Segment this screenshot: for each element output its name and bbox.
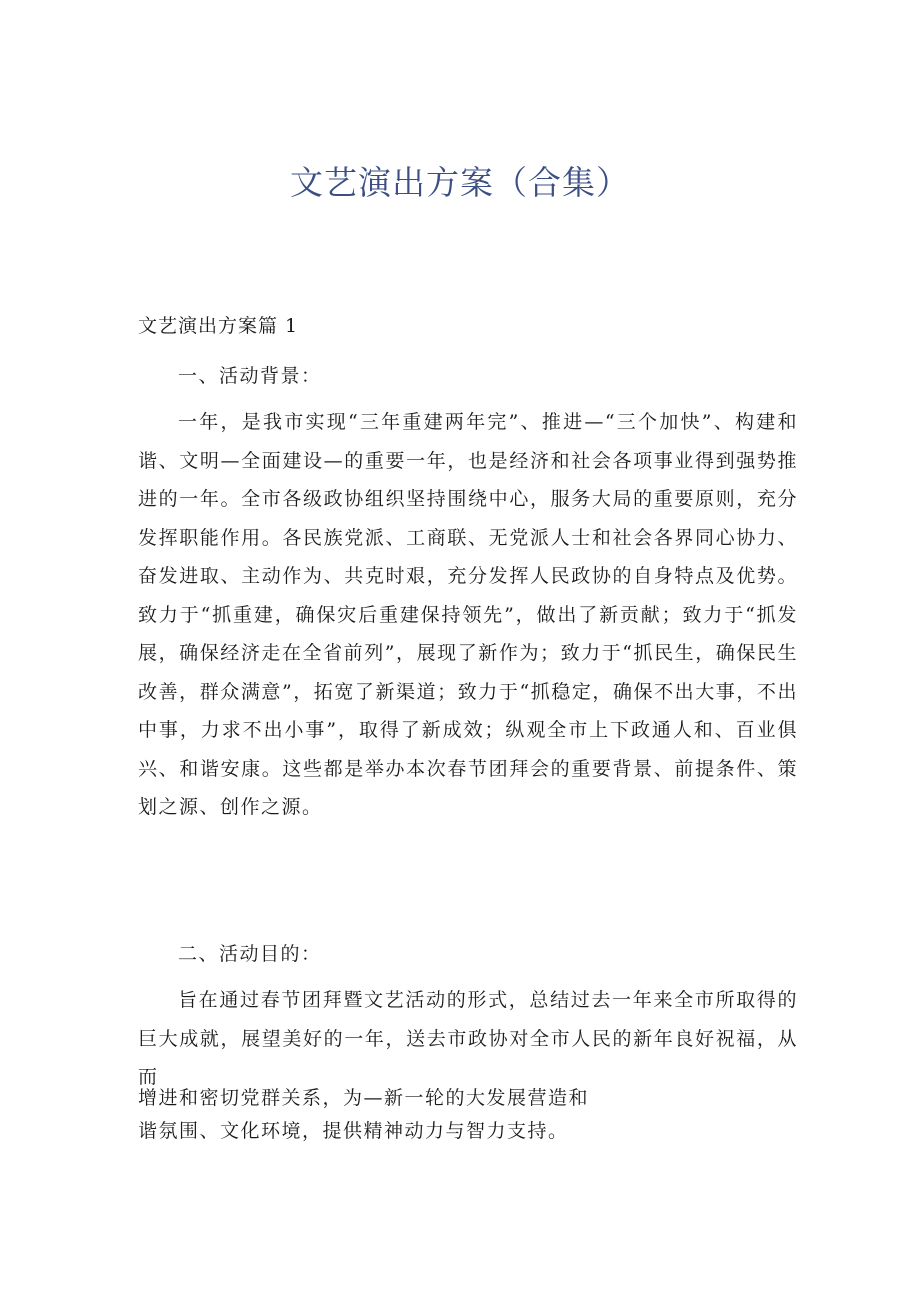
purpose-paragraph: 旨在通过春节团拜暨文艺活动的形式，总结过去一年来全市所取得的巨大成就，展望美好的一年，送去市政协对全市人民的新年良好祝福，从而 (138, 989, 798, 1088)
section-subtitle: 文艺演出方案篇 1 (138, 315, 299, 337)
background-paragraph: 一年，是我市实现“三年重建两年完”、推进—“三个加快”、构建和谐、文明—全面建设—的重要一年，也是经济和社会各项事业得到强势推进的一年。全市各级政协组织坚持围绕中心，服务大局的重要原则，充分发挥职能作用。各民族党派、工商联、无党派人士和社会各界同心协力、奋发进取、主动作为、共克时艰，充分发挥人民政协的自身特点及优势。致力于“抓重建，确保灾后重建保持领先”，做出了新贡献；致力于“抓发展，确保经济走在全省前列”，展现了新作为；致力于“抓民生，确保民生改善，群众满意”，拓宽了新渠道；致力于“抓稳定，确保不出大事，不出中事，力求不出小事”，取得了新成效；纵观全市上下政通人和、百业俱兴、和谐安康。这些都是举办本次春节团拜会的重要背景、前提条件、策划之源、创作之源。 (138, 411, 798, 818)
document-title: 文艺演出方案（合集） (290, 163, 630, 202)
section-heading-background: 一、活动背景： (178, 365, 322, 387)
background-body (138, 403, 798, 827)
section-heading-purpose: 二、活动目的： (178, 943, 322, 965)
purpose-line: 增进和密切党群关系，为—新一轮的大发展营造和 (138, 1087, 590, 1109)
purpose-body (138, 981, 798, 1097)
purpose-line: 谐氛围、文化环境，提供精神动力与智力支持。 (138, 1120, 569, 1142)
